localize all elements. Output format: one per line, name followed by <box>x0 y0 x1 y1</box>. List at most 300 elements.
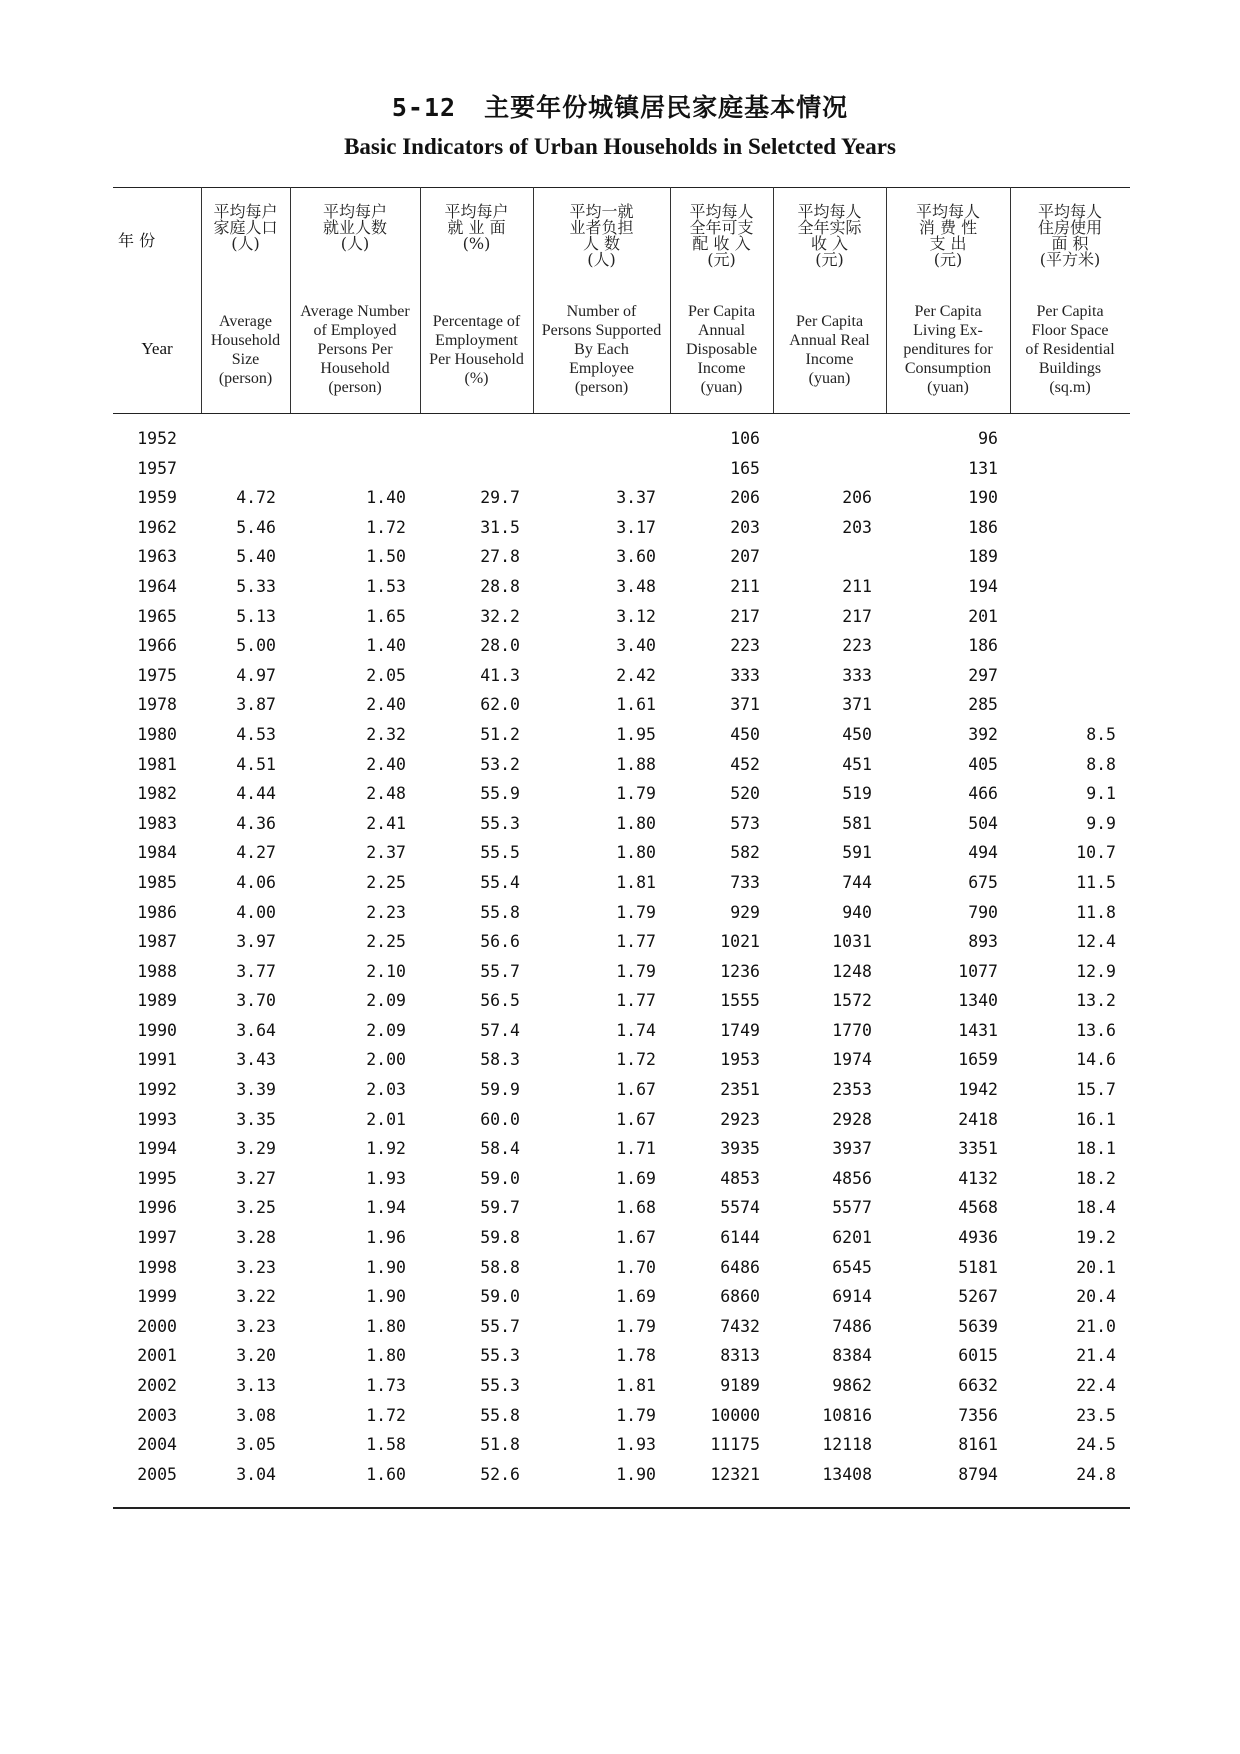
value-cell: 60.0 <box>480 1109 520 1129</box>
header-year-en: Year <box>141 339 173 358</box>
table-row <box>0 603 1240 633</box>
col-header-en: Per Capita Living Ex- penditures for Consumption (yuan) <box>903 303 993 396</box>
value-cell: 9.9 <box>1086 813 1116 833</box>
value-cell: 24.8 <box>1076 1464 1116 1484</box>
table-row <box>0 1254 1240 1284</box>
value-cell: 3.12 <box>616 606 656 626</box>
table-row <box>0 514 1240 544</box>
value-cell: 2923 <box>720 1109 760 1129</box>
year-cell: 1980 <box>137 724 177 744</box>
value-cell: 5.13 <box>236 606 276 626</box>
table-row <box>0 425 1240 455</box>
value-cell: 5267 <box>958 1287 998 1307</box>
value-cell: 675 <box>968 872 998 892</box>
value-cell: 10816 <box>822 1405 872 1425</box>
year-cell: 1978 <box>137 695 177 715</box>
value-cell: 1.80 <box>366 1316 406 1336</box>
value-cell: 207 <box>730 547 760 567</box>
table-row <box>0 869 1240 899</box>
year-cell: 2004 <box>137 1435 177 1455</box>
value-cell: 5.40 <box>236 547 276 567</box>
year-cell: 1993 <box>137 1109 177 1129</box>
value-cell: 21.4 <box>1076 1346 1116 1366</box>
value-cell: 1.58 <box>366 1435 406 1455</box>
value-cell: 18.4 <box>1076 1198 1116 1218</box>
year-cell: 1992 <box>137 1080 177 1100</box>
value-cell: 1.80 <box>616 813 656 833</box>
value-cell: 96 <box>978 429 998 448</box>
value-cell: 1659 <box>958 1050 998 1070</box>
value-cell: 223 <box>730 636 760 656</box>
col-header-cn: 平均每人 住房使用 面 积 (平方米) <box>1037 202 1102 269</box>
title-chinese-text: 主要年份城镇居民家庭基本情况 <box>484 93 849 122</box>
value-cell: 3.23 <box>236 1316 276 1336</box>
value-cell: 1.90 <box>616 1464 656 1484</box>
value-cell: 59.0 <box>480 1168 520 1188</box>
value-cell: 1.67 <box>616 1109 656 1129</box>
table-row <box>0 662 1240 692</box>
value-cell: 186 <box>968 517 998 537</box>
value-cell: 285 <box>968 695 998 715</box>
value-cell: 20.1 <box>1076 1257 1116 1277</box>
value-cell: 893 <box>968 932 998 952</box>
value-cell: 13408 <box>822 1464 872 1484</box>
value-cell: 9189 <box>720 1376 760 1395</box>
value-cell: 2.25 <box>366 872 406 892</box>
value-cell: 1.77 <box>616 932 656 952</box>
value-cell: 4.53 <box>236 724 276 744</box>
col-header-cn: 平均每户 就业人数 (人) <box>322 202 387 253</box>
value-cell: 206 <box>842 488 872 508</box>
value-cell: 22.4 <box>1076 1376 1116 1395</box>
table-row <box>0 573 1240 603</box>
value-cell: 1.90 <box>366 1287 406 1307</box>
value-cell: 3.08 <box>236 1405 276 1425</box>
value-cell: 1.79 <box>616 961 656 981</box>
year-cell: 1959 <box>137 488 177 508</box>
value-cell: 1.88 <box>616 754 656 774</box>
value-cell: 21.0 <box>1076 1316 1116 1336</box>
value-cell: 1.94 <box>366 1198 406 1218</box>
value-cell: 55.4 <box>480 872 520 892</box>
value-cell: 1.77 <box>616 991 656 1011</box>
year-cell: 1991 <box>137 1050 177 1070</box>
value-cell: 573 <box>730 813 760 833</box>
value-cell: 8.8 <box>1086 754 1116 774</box>
table-row <box>0 1372 1240 1402</box>
value-cell: 3.25 <box>236 1198 276 1218</box>
value-cell: 4.00 <box>236 902 276 922</box>
value-cell: 186 <box>968 636 998 656</box>
value-cell: 1236 <box>720 961 760 981</box>
value-cell: 2.09 <box>366 991 406 1011</box>
value-cell: 55.9 <box>480 784 520 804</box>
value-cell: 3.29 <box>236 1139 276 1159</box>
value-cell: 51.2 <box>480 724 520 744</box>
value-cell: 51.8 <box>480 1435 520 1455</box>
value-cell: 16.1 <box>1076 1109 1116 1129</box>
value-cell: 1770 <box>832 1020 872 1040</box>
value-cell: 4856 <box>832 1168 872 1188</box>
year-cell: 2001 <box>137 1346 177 1366</box>
col-header-en: Average Household Size (person) <box>210 313 281 387</box>
value-cell: 4.44 <box>236 784 276 804</box>
value-cell: 12.9 <box>1076 961 1116 981</box>
value-cell: 131 <box>968 458 998 478</box>
table-row <box>0 810 1240 840</box>
value-cell: 2.09 <box>366 1020 406 1040</box>
year-cell: 1957 <box>137 458 177 478</box>
value-cell: 733 <box>730 872 760 892</box>
value-cell: 4936 <box>958 1228 998 1248</box>
value-cell: 28.8 <box>480 576 520 596</box>
value-cell: 1.79 <box>616 1405 656 1425</box>
year-cell: 1999 <box>137 1287 177 1307</box>
value-cell: 2418 <box>958 1109 998 1129</box>
value-cell: 14.6 <box>1076 1050 1116 1070</box>
value-cell: 929 <box>730 902 760 922</box>
year-cell: 2003 <box>137 1405 177 1425</box>
value-cell: 55.7 <box>480 1316 520 1336</box>
value-cell: 206 <box>730 488 760 508</box>
value-cell: 2.32 <box>366 724 406 744</box>
table-row <box>0 455 1240 485</box>
year-cell: 1995 <box>137 1168 177 1188</box>
value-cell: 59.8 <box>480 1228 520 1248</box>
value-cell: 1.79 <box>616 784 656 804</box>
value-cell: 194 <box>968 576 998 596</box>
value-cell: 52.6 <box>480 1464 520 1484</box>
col-header-cn: 平均每户 家庭人口 (人) <box>213 202 278 253</box>
col-header-en: Percentage of Employment Per Household (%) <box>429 313 524 387</box>
year-cell: 1986 <box>137 902 177 922</box>
value-cell: 2.03 <box>366 1080 406 1100</box>
value-cell: 11.8 <box>1076 902 1116 922</box>
value-cell: 3.60 <box>616 547 656 567</box>
table-row <box>0 987 1240 1017</box>
value-cell: 23.5 <box>1076 1405 1116 1425</box>
value-cell: 1.80 <box>366 1346 406 1366</box>
value-cell: 2.37 <box>366 843 406 863</box>
value-cell: 1.61 <box>616 695 656 715</box>
table-row <box>0 1461 1240 1491</box>
value-cell: 2.48 <box>366 784 406 804</box>
value-cell: 1.90 <box>366 1257 406 1277</box>
table-row <box>0 780 1240 810</box>
value-cell: 940 <box>842 902 872 922</box>
value-cell: 217 <box>730 606 760 626</box>
value-cell: 1431 <box>958 1020 998 1040</box>
value-cell: 3.04 <box>236 1464 276 1484</box>
value-cell: 59.9 <box>480 1080 520 1100</box>
value-cell: 55.3 <box>480 1346 520 1366</box>
value-cell: 59.0 <box>480 1287 520 1307</box>
value-cell: 1.72 <box>366 517 406 537</box>
value-cell: 31.5 <box>480 517 520 537</box>
value-cell: 3.39 <box>236 1080 276 1100</box>
year-cell: 1982 <box>137 784 177 804</box>
value-cell: 1.71 <box>616 1139 656 1159</box>
year-cell: 1964 <box>137 576 177 596</box>
value-cell: 1.93 <box>366 1168 406 1188</box>
value-cell: 190 <box>968 488 998 508</box>
value-cell: 3.70 <box>236 991 276 1011</box>
value-cell: 4.51 <box>236 754 276 774</box>
value-cell: 2.42 <box>616 665 656 685</box>
page-title-english: Basic Indicators of Urban Households in Seletcted Years <box>344 134 896 159</box>
value-cell: 1021 <box>720 932 760 952</box>
value-cell: 1.60 <box>366 1464 406 1484</box>
value-cell: 9862 <box>832 1376 872 1395</box>
value-cell: 1.80 <box>616 843 656 863</box>
table-body <box>0 425 1240 1490</box>
value-cell: 13.6 <box>1076 1020 1116 1040</box>
year-cell: 1994 <box>137 1139 177 1159</box>
value-cell: 504 <box>968 813 998 833</box>
value-cell: 520 <box>730 784 760 804</box>
table-row <box>0 484 1240 514</box>
table-row <box>0 1017 1240 1047</box>
year-cell: 1965 <box>137 606 177 626</box>
value-cell: 1572 <box>832 991 872 1011</box>
value-cell: 1.79 <box>616 902 656 922</box>
value-cell: 4.72 <box>236 488 276 508</box>
value-cell: 5181 <box>958 1257 998 1277</box>
value-cell: 3.28 <box>236 1228 276 1248</box>
value-cell: 1.68 <box>616 1198 656 1218</box>
value-cell: 1077 <box>958 961 998 981</box>
value-cell: 4568 <box>958 1198 998 1218</box>
value-cell: 4.06 <box>236 872 276 892</box>
value-cell: 1.40 <box>366 636 406 656</box>
value-cell: 15.7 <box>1076 1080 1116 1100</box>
value-cell: 371 <box>730 695 760 715</box>
value-cell: 58.8 <box>480 1257 520 1277</box>
value-cell: 59.7 <box>480 1198 520 1218</box>
year-cell: 1952 <box>137 429 177 448</box>
value-cell: 3.13 <box>236 1376 276 1395</box>
header-year-cn: 年 份 <box>118 231 156 250</box>
year-cell: 1963 <box>137 547 177 567</box>
value-cell: 451 <box>842 754 872 774</box>
value-cell: 8.5 <box>1086 724 1116 744</box>
value-cell: 3.27 <box>236 1168 276 1188</box>
value-cell: 1340 <box>958 991 998 1011</box>
value-cell: 11.5 <box>1076 872 1116 892</box>
value-cell: 2.00 <box>366 1050 406 1070</box>
value-cell: 4.27 <box>236 843 276 863</box>
value-cell: 201 <box>968 606 998 626</box>
year-cell: 1996 <box>137 1198 177 1218</box>
value-cell: 3.20 <box>236 1346 276 1366</box>
value-cell: 1.93 <box>616 1435 656 1455</box>
value-cell: 3.87 <box>236 695 276 715</box>
table-row <box>0 1076 1240 1106</box>
value-cell: 1953 <box>720 1050 760 1070</box>
value-cell: 1974 <box>832 1050 872 1070</box>
value-cell: 3.40 <box>616 636 656 656</box>
value-cell: 2.25 <box>366 932 406 952</box>
year-cell: 1983 <box>137 813 177 833</box>
value-cell: 6860 <box>720 1287 760 1307</box>
value-cell: 2.41 <box>366 813 406 833</box>
value-cell: 2.40 <box>366 754 406 774</box>
value-cell: 405 <box>968 754 998 774</box>
value-cell: 223 <box>842 636 872 656</box>
year-cell: 2000 <box>137 1316 177 1336</box>
value-cell: 1.81 <box>616 872 656 892</box>
value-cell: 6486 <box>720 1257 760 1277</box>
value-cell: 6144 <box>720 1228 760 1248</box>
value-cell: 744 <box>842 872 872 892</box>
value-cell: 2353 <box>832 1080 872 1100</box>
table-row <box>0 721 1240 751</box>
value-cell: 1.72 <box>366 1405 406 1425</box>
value-cell: 6545 <box>832 1257 872 1277</box>
value-cell: 6632 <box>958 1376 998 1395</box>
year-cell: 1988 <box>137 961 177 981</box>
value-cell: 1555 <box>720 991 760 1011</box>
value-cell: 2.40 <box>366 695 406 715</box>
value-cell: 211 <box>842 576 872 596</box>
table-row <box>0 1431 1240 1461</box>
table-row <box>0 1224 1240 1254</box>
value-cell: 5639 <box>958 1316 998 1336</box>
value-cell: 32.2 <box>480 606 520 626</box>
table-row <box>0 691 1240 721</box>
table-row <box>0 899 1240 929</box>
value-cell: 333 <box>730 665 760 685</box>
value-cell: 55.8 <box>480 902 520 922</box>
col-header-en: Per Capita Floor Space of Residential Buildings (sq.m) <box>1025 303 1115 396</box>
table-row <box>0 1046 1240 1076</box>
value-cell: 7432 <box>720 1316 760 1336</box>
value-cell: 3935 <box>720 1139 760 1159</box>
page-title-chinese <box>0 88 1240 124</box>
value-cell: 1.81 <box>616 1376 656 1395</box>
col-header-cn: 平均每人 全年实际 收 入 (元) <box>797 202 862 269</box>
value-cell: 62.0 <box>480 695 520 715</box>
value-cell: 790 <box>968 902 998 922</box>
value-cell: 1.96 <box>366 1228 406 1248</box>
value-cell: 5.00 <box>236 636 276 656</box>
value-cell: 3.97 <box>236 932 276 952</box>
table-bottom-rule <box>113 1507 1130 1509</box>
table-row <box>0 928 1240 958</box>
table-row <box>0 1313 1240 1343</box>
year-cell: 1975 <box>137 665 177 685</box>
value-cell: 3.64 <box>236 1020 276 1040</box>
value-cell: 2.01 <box>366 1109 406 1129</box>
value-cell: 56.6 <box>480 932 520 952</box>
value-cell: 392 <box>968 724 998 744</box>
value-cell: 6015 <box>958 1346 998 1366</box>
table-row <box>0 1165 1240 1195</box>
value-cell: 450 <box>730 724 760 744</box>
value-cell: 3.48 <box>616 576 656 596</box>
value-cell: 203 <box>842 517 872 537</box>
value-cell: 3351 <box>958 1139 998 1159</box>
year-cell: 2005 <box>137 1464 177 1484</box>
col-header-en: Per Capita Annual Real Income (yuan) <box>789 313 870 387</box>
value-cell: 10.7 <box>1076 843 1116 863</box>
value-cell: 20.4 <box>1076 1287 1116 1307</box>
table-row <box>0 1194 1240 1224</box>
value-cell: 2.05 <box>366 665 406 685</box>
col-header-cn: 平均每户 就 业 面 (%) <box>444 202 509 253</box>
year-cell: 1987 <box>137 932 177 952</box>
value-cell: 1.95 <box>616 724 656 744</box>
value-cell: 297 <box>968 665 998 685</box>
col-header-cn: 平均每人 消 费 性 支 出 (元) <box>915 202 980 269</box>
table-row <box>0 1106 1240 1136</box>
year-cell: 1966 <box>137 636 177 656</box>
value-cell: 7356 <box>958 1405 998 1425</box>
value-cell: 494 <box>968 843 998 863</box>
value-cell: 5.33 <box>236 576 276 596</box>
col-header-en: Per Capita Annual Disposable Income (yuan) <box>685 303 758 396</box>
table-row <box>0 1342 1240 1372</box>
value-cell: 450 <box>842 724 872 744</box>
value-cell: 6201 <box>832 1228 872 1248</box>
value-cell: 519 <box>842 784 872 804</box>
value-cell: 5.46 <box>236 517 276 537</box>
value-cell: 3.77 <box>236 961 276 981</box>
value-cell: 55.3 <box>480 1376 520 1395</box>
col-header-cn: 平均一就 业者负担 人 数 (人) <box>569 202 634 269</box>
value-cell: 56.5 <box>480 991 520 1011</box>
value-cell: 189 <box>968 547 998 567</box>
value-cell: 581 <box>842 813 872 833</box>
year-cell: 1985 <box>137 872 177 892</box>
value-cell: 1.53 <box>366 576 406 596</box>
value-cell: 29.7 <box>480 488 520 508</box>
value-cell: 203 <box>730 517 760 537</box>
value-cell: 3.35 <box>236 1109 276 1129</box>
year-cell: 1998 <box>137 1257 177 1277</box>
value-cell: 1.67 <box>616 1080 656 1100</box>
value-cell: 5577 <box>832 1198 872 1218</box>
value-cell: 1031 <box>832 932 872 952</box>
table-row <box>0 543 1240 573</box>
value-cell: 55.5 <box>480 843 520 863</box>
col-header-en: Number of Persons Supported By Each Employee (person) <box>541 303 662 396</box>
value-cell: 1.50 <box>366 547 406 567</box>
value-cell: 582 <box>730 843 760 863</box>
value-cell: 12118 <box>822 1435 872 1455</box>
value-cell: 10000 <box>710 1405 760 1425</box>
value-cell: 55.7 <box>480 961 520 981</box>
table-row <box>0 958 1240 988</box>
year-cell: 1984 <box>137 843 177 863</box>
value-cell: 4.97 <box>236 665 276 685</box>
value-cell: 2.10 <box>366 961 406 981</box>
value-cell: 1248 <box>832 961 872 981</box>
value-cell: 1.79 <box>616 1316 656 1336</box>
value-cell: 1942 <box>958 1080 998 1100</box>
value-cell: 1749 <box>720 1020 760 1040</box>
value-cell: 28.0 <box>480 636 520 656</box>
table-row <box>0 751 1240 781</box>
value-cell: 2351 <box>720 1080 760 1100</box>
value-cell: 18.2 <box>1076 1168 1116 1188</box>
year-cell: 1997 <box>137 1228 177 1248</box>
value-cell: 1.69 <box>616 1287 656 1307</box>
value-cell: 466 <box>968 784 998 804</box>
value-cell: 1.74 <box>616 1020 656 1040</box>
value-cell: 57.4 <box>480 1020 520 1040</box>
value-cell: 1.40 <box>366 488 406 508</box>
